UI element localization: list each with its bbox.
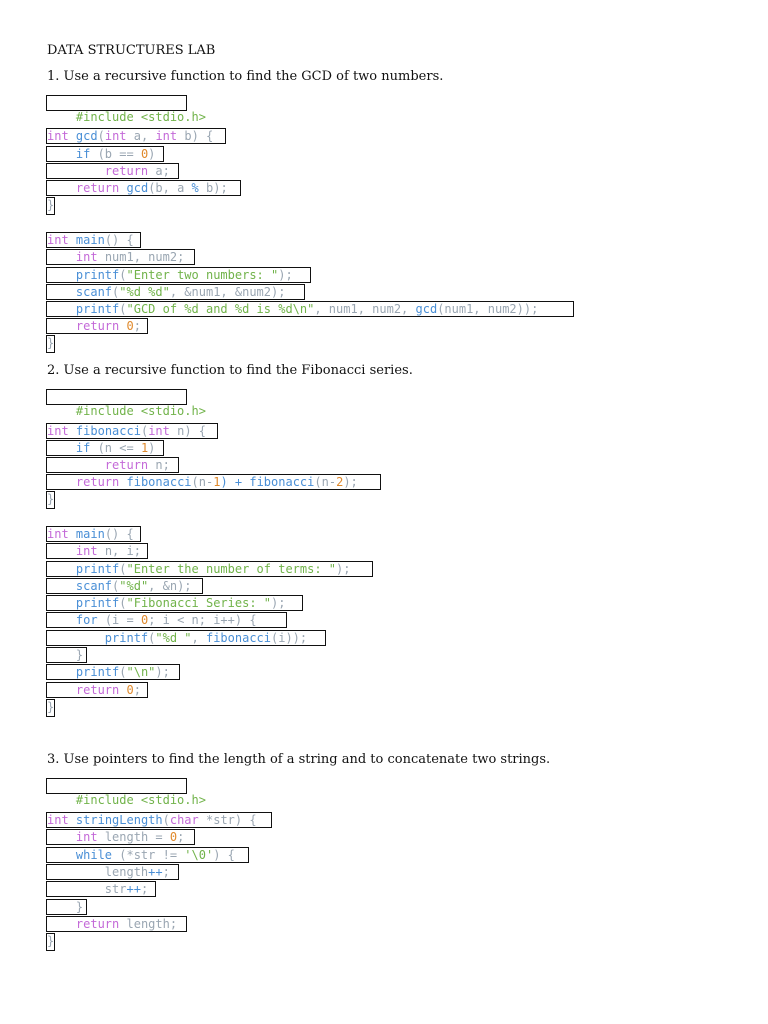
code-token: );	[336, 562, 351, 576]
code-token: int	[104, 129, 127, 143]
code-token: for	[75, 613, 98, 627]
code-token: *str) {	[198, 813, 257, 827]
code-token: if	[75, 147, 91, 161]
q1-main-signature	[46, 232, 141, 248]
code-token: ,	[191, 631, 206, 645]
code-token: (	[119, 302, 127, 316]
q3-stringlength-signature	[46, 812, 272, 828]
code-token	[69, 813, 76, 827]
code-token: fibonacci	[249, 475, 315, 489]
code-token: int	[47, 813, 69, 827]
q2-printf-series-line	[46, 595, 303, 611]
q1-printf-result-line	[46, 301, 574, 317]
code-token: (	[112, 579, 120, 593]
q1-decl-line	[46, 249, 195, 265]
code-token: a;	[148, 164, 170, 178]
q2-printf-term-line	[46, 630, 326, 646]
q2-scanf-line	[46, 578, 203, 594]
code-token: (	[119, 596, 127, 610]
q2-return-zero-line	[46, 682, 148, 698]
q1-scanf-line	[46, 284, 305, 300]
code-token: int	[75, 250, 98, 264]
code-token: (	[119, 665, 127, 679]
code-token: %	[191, 181, 199, 195]
code-token: }	[47, 336, 55, 350]
code-token: length =	[97, 830, 170, 844]
code-token: () {	[104, 233, 134, 247]
code-token: int	[47, 527, 69, 541]
code-token: (	[148, 631, 156, 645]
q3-while-close-brace	[46, 899, 87, 915]
code-token: ) +	[220, 475, 250, 489]
code-token: (	[97, 129, 105, 143]
q2-for-close-brace	[46, 647, 87, 663]
code-token: str	[104, 882, 127, 896]
code-token: (	[140, 424, 149, 438]
q3-length-inc-line	[46, 864, 179, 880]
code-token: () {	[104, 527, 134, 541]
code-token: printf	[75, 268, 120, 282]
q2-if-line	[46, 440, 164, 456]
code-token: , &n);	[148, 579, 192, 593]
code-token: "GCD of %d and %d is %d\n"	[126, 302, 315, 316]
q2-main-close-brace	[46, 699, 55, 717]
q1-if-line	[46, 146, 164, 162]
code-token: , &num1, &num2);	[169, 285, 286, 299]
code-token: "%d"	[119, 579, 149, 593]
code-token: }	[47, 198, 55, 212]
q2-fibonacci-signature	[46, 423, 218, 439]
code-token: return	[75, 319, 120, 333]
code-token: ++	[126, 882, 141, 896]
code-token: printf	[104, 631, 149, 645]
q3-include-line	[46, 778, 206, 807]
code-token: (n-	[191, 475, 214, 489]
code-token: 0	[169, 830, 178, 844]
q3-decl-line	[46, 829, 195, 845]
code-token: int	[47, 424, 69, 438]
code-token: int	[148, 424, 170, 438]
document-title: DATA STRUCTURES LAB	[47, 43, 216, 58]
code-token: "Enter the number of terms: "	[126, 562, 337, 576]
code-token: length;	[119, 917, 178, 931]
code-token	[69, 424, 76, 438]
code-token: ++	[148, 865, 163, 879]
q3-while-line	[46, 847, 249, 863]
code-token: );	[278, 268, 293, 282]
code-token: a,	[126, 129, 156, 143]
code-token: "%d %d"	[119, 285, 170, 299]
code-token: )	[148, 441, 156, 455]
q2-decl-line	[46, 543, 148, 559]
code-token: return	[104, 458, 149, 472]
code-token: int	[75, 544, 98, 558]
q1-return-zero-line	[46, 318, 148, 334]
q1-main-close-brace	[46, 335, 55, 353]
code-token: main	[75, 233, 105, 247]
q2-include-line	[46, 389, 206, 418]
question-3-heading: 3. Use pointers to find the length of a string and to concatenate two strings.	[47, 752, 551, 767]
code-token: "\n"	[126, 665, 156, 679]
code-token: , num1, num2,	[314, 302, 416, 316]
code-token: 0	[140, 613, 149, 627]
code-token: printf	[75, 302, 120, 316]
code-token: int	[75, 830, 98, 844]
q1-include-line	[46, 95, 206, 124]
code-token: 0	[140, 147, 149, 161]
code-token: 2	[336, 475, 344, 489]
code-token: while	[75, 848, 113, 862]
code-token: }	[47, 492, 55, 506]
code-token: fibonacci	[75, 424, 141, 438]
code-token: ) {	[213, 848, 235, 862]
code-token: }	[75, 900, 84, 914]
code-token: gcd	[126, 181, 149, 195]
code-token: int	[155, 129, 178, 143]
code-token: 0	[126, 683, 134, 697]
code-token	[69, 129, 76, 143]
code-token: fibonacci	[205, 631, 271, 645]
q3-return-length-line	[46, 916, 187, 932]
include-text: #include <stdio.h>	[75, 793, 206, 807]
code-token: n;	[148, 458, 170, 472]
code-token: num1, num2;	[97, 250, 185, 264]
code-token: (	[119, 268, 127, 282]
code-token: char	[169, 813, 199, 827]
code-token: length	[104, 865, 149, 879]
code-token: ;	[177, 830, 185, 844]
q3-str-inc-line	[46, 881, 156, 897]
q2-return-fib-line	[46, 474, 381, 490]
code-token: 0	[126, 319, 134, 333]
include-text: #include <stdio.h>	[75, 404, 206, 418]
code-token: (i));	[271, 631, 308, 645]
code-token: 1	[213, 475, 221, 489]
code-token: return	[75, 181, 120, 195]
q2-for-line	[46, 612, 287, 628]
code-token: (*str !=	[112, 848, 185, 862]
code-token: "%d "	[155, 631, 192, 645]
q1-return-a-line	[46, 163, 179, 179]
question-1-heading: 1. Use a recursive function to find the GCD of two numbers.	[47, 69, 444, 84]
code-token: printf	[75, 562, 120, 576]
code-token: );	[155, 665, 170, 679]
q2-fib-close-brace	[46, 491, 55, 509]
q1-gcd-close-brace	[46, 197, 55, 215]
code-token: 1	[140, 441, 149, 455]
code-token: );	[343, 475, 358, 489]
code-token	[119, 475, 126, 489]
code-token: '\0'	[184, 848, 214, 862]
code-token: b);	[198, 181, 228, 195]
code-token: gcd	[75, 129, 98, 143]
code-token: }	[47, 934, 55, 948]
code-token: "Fibonacci Series: "	[126, 596, 271, 610]
code-token: return	[75, 475, 120, 489]
code-token	[119, 319, 126, 333]
code-token: gcd	[415, 302, 438, 316]
code-token: scanf	[75, 579, 113, 593]
code-token: return	[75, 683, 120, 697]
q1-return-gcd-line	[46, 180, 241, 196]
code-token: );	[271, 596, 286, 610]
code-token	[69, 233, 76, 247]
code-token: ;	[133, 683, 141, 697]
q2-printf-prompt-line	[46, 561, 373, 577]
q3-close-brace	[46, 933, 55, 951]
code-token: (n-	[314, 475, 337, 489]
code-token	[119, 181, 126, 195]
code-token: (n <=	[90, 441, 141, 455]
code-token: printf	[75, 596, 120, 610]
code-token: b) {	[177, 129, 214, 143]
code-token: fibonacci	[126, 475, 192, 489]
q1-printf-prompt-line	[46, 267, 311, 283]
code-token: (	[119, 562, 127, 576]
code-token: ; i < n; i++) {	[148, 613, 257, 627]
code-token: int	[47, 129, 69, 143]
code-token: ;	[140, 882, 149, 896]
code-token: (num1, num2));	[437, 302, 539, 316]
code-token: n) {	[169, 424, 206, 438]
code-token: (b, a	[148, 181, 192, 195]
code-token	[69, 527, 76, 541]
code-token: return	[104, 164, 149, 178]
code-token: }	[47, 700, 55, 714]
code-token: return	[75, 917, 120, 931]
code-token: stringLength	[75, 813, 163, 827]
include-text: #include <stdio.h>	[75, 110, 206, 124]
q1-gcd-signature	[46, 128, 226, 144]
code-token: printf	[75, 665, 120, 679]
code-token: }	[75, 648, 84, 662]
code-token: )	[148, 147, 156, 161]
q2-main-signature	[46, 526, 141, 542]
q2-return-n-line	[46, 457, 179, 473]
q2-printf-newline-line	[46, 664, 180, 680]
code-token: int	[47, 233, 69, 247]
code-token: ;	[162, 865, 170, 879]
code-token: main	[75, 527, 105, 541]
question-2-heading: 2. Use a recursive function to find the Fibonacci series.	[47, 363, 413, 378]
code-token: (	[162, 813, 170, 827]
code-token: if	[75, 441, 91, 455]
code-token: (i =	[97, 613, 141, 627]
code-token: "Enter two numbers: "	[126, 268, 279, 282]
code-token: (	[112, 285, 120, 299]
code-token: ;	[133, 319, 141, 333]
code-token: scanf	[75, 285, 113, 299]
code-token: (b ==	[90, 147, 141, 161]
code-token: n, i;	[97, 544, 141, 558]
code-token	[119, 683, 126, 697]
